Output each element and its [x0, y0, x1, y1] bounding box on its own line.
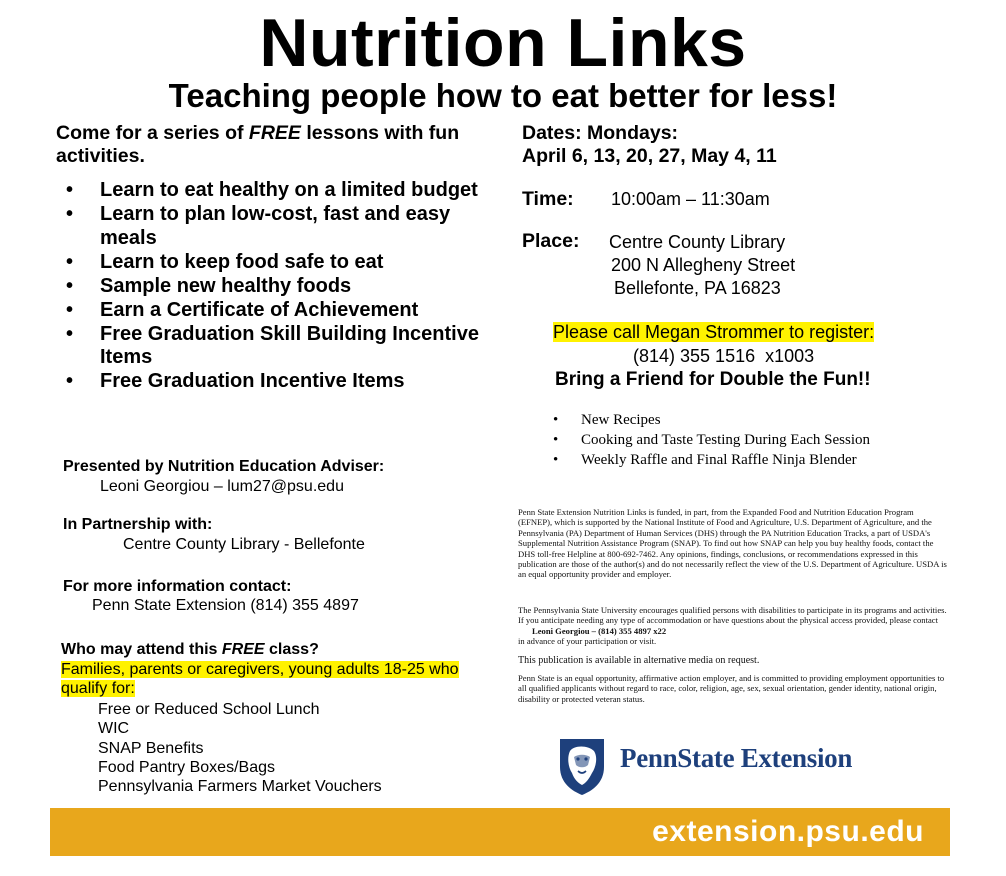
attend-highlight: Families, parents or caregivers, young adults 18-25 who qualify for: — [61, 661, 459, 697]
footer-url-link[interactable]: extension.psu.edu — [652, 815, 924, 848]
page-title: Nutrition Links — [259, 5, 747, 81]
nittany-lion-shield-icon — [556, 737, 608, 797]
intro-pre: Come for a series of — [56, 122, 249, 144]
intro-free: FREE — [248, 122, 301, 144]
register-friend: Bring a Friend for Double the Fun!! — [555, 369, 871, 390]
contact-text: Penn State Extension (814) 355 4897 — [92, 597, 359, 614]
fineprint-eeo: Penn State is an equal opportunity, affirmative action employer, and is committed to providing employment opportunities to all qualified applicants without regard to race, color, religion, age, sex, sexual orientation, gender identity, national origin, disability or protected veteran status. — [518, 673, 945, 704]
time-label: Time: — [522, 188, 574, 210]
place-line-3: Bellefonte, PA 16823 — [614, 278, 781, 298]
list-item: • Learn to plan low-cost, fast and easy meals — [66, 203, 451, 249]
bullet-icon: • — [66, 250, 74, 273]
register-phone: (814) 355 1516 x1003 — [633, 346, 815, 366]
list-item: Free or Reduced School Lunch — [98, 701, 320, 718]
list-item: • Free Graduation Incentive Items — [66, 370, 405, 392]
dates-label: Dates: Mondays: — [522, 122, 679, 144]
bullet-icon: • — [66, 370, 74, 392]
list-item: Food Pantry Boxes/Bags — [98, 758, 275, 776]
intro-text — [56, 122, 506, 168]
bullet-icon: • — [66, 322, 74, 345]
extras-list — [553, 410, 870, 470]
place-label: Place: — [522, 230, 580, 252]
list-item: WIC — [98, 720, 130, 738]
pennstate-extension-logo — [556, 737, 896, 797]
list-item: • Earn a Certificate of Achievement — [66, 298, 419, 321]
fineprint-media: This publication is available in alternative media on request. — [518, 655, 760, 666]
list-item: • Free Graduation Skill Building Incentive Items — [66, 322, 479, 368]
presented-text: Leoni Georgiou – lum27@psu.edu — [100, 478, 344, 495]
presented-heading: Presented by Nutrition Education Adviser: — [63, 458, 385, 475]
time-value: 10:00am – 11:30am — [611, 189, 770, 209]
list-item: SNAP Benefits — [98, 739, 204, 757]
fineprint-funding: Penn State Extension Nutrition Links is funded, in part, from the Expanded Food and Nutrition Education Program (EFNEP), which is supported by the National Institute of Food and Agriculture, U.S. Department of Agriculture, and the Pennsylvania (PA) Department of Human Services (DHS) through the PA Nutrition Education Tracks, a part of USDA's Supplemental Nutrition Assistance Program (SNAP). To find out how SNAP can help you buy healthy foods, contact the DHS toll-free Helpline at 800-692-7462. Any opinions, findings, conclusions, or recommendations expressed in this publication are those of the author(s) and do not necessarily reflect the view of the U.S. Department of Agriculture. USDA is an equal opportunity provider and employer. — [518, 507, 947, 580]
list-item: • Weekly Raffle and Final Raffle Ninja Blender — [553, 452, 857, 468]
list-item: • Sample new healthy foods — [66, 274, 352, 297]
list-item: Pennsylvania Farmers Market Vouchers — [98, 778, 382, 796]
place-line-1: Centre County Library — [609, 232, 786, 252]
logo-text: PennState Extension — [620, 743, 853, 773]
bullet-icon: • — [66, 274, 74, 297]
bullet-icon: • — [553, 432, 559, 448]
bullet-icon: • — [553, 452, 559, 468]
fineprint-accessibility: The Pennsylvania State University encourages qualified persons with disabilities to participate in its programs and activities. If you anticipate needing any type of accommodation or have questions about the physical access provided, please contact Leoni Georgiou – (814) 355 4897 x22 in advance of your participation or visit. — [518, 605, 947, 647]
footer-bar — [50, 808, 950, 856]
list-item: • Learn to eat healthy on a limited budget — [66, 179, 478, 201]
list-item: • New Recipes — [553, 412, 661, 428]
attend-list — [98, 700, 382, 796]
register-call: Please call Megan Strommer to register: — [553, 322, 875, 342]
attend-heading: Who may attend this FREE class? — [61, 641, 319, 658]
dates-value: April 6, 13, 20, 27, May 4, 11 — [522, 145, 777, 167]
page-subtitle: Teaching people how to eat better for less! — [168, 77, 838, 114]
bullet-icon: • — [66, 179, 74, 201]
bullet-icon: • — [66, 298, 74, 321]
place-line-2: 200 N Allegheny Street — [611, 255, 796, 275]
lessons-list — [66, 179, 506, 394]
bullet-icon: • — [553, 412, 559, 428]
bullet-icon: • — [66, 203, 74, 225]
partnership-heading: In Partnership with: — [63, 516, 213, 533]
list-item: • Learn to keep food safe to eat — [66, 250, 384, 273]
list-item: • Cooking and Taste Testing During Each Session — [553, 432, 870, 448]
partnership-text: Centre County Library - Bellefonte — [123, 536, 365, 553]
contact-heading: For more information contact: — [63, 578, 292, 595]
intro-post: lessons with fun activities. — [56, 122, 460, 167]
dates-block — [522, 122, 942, 168]
